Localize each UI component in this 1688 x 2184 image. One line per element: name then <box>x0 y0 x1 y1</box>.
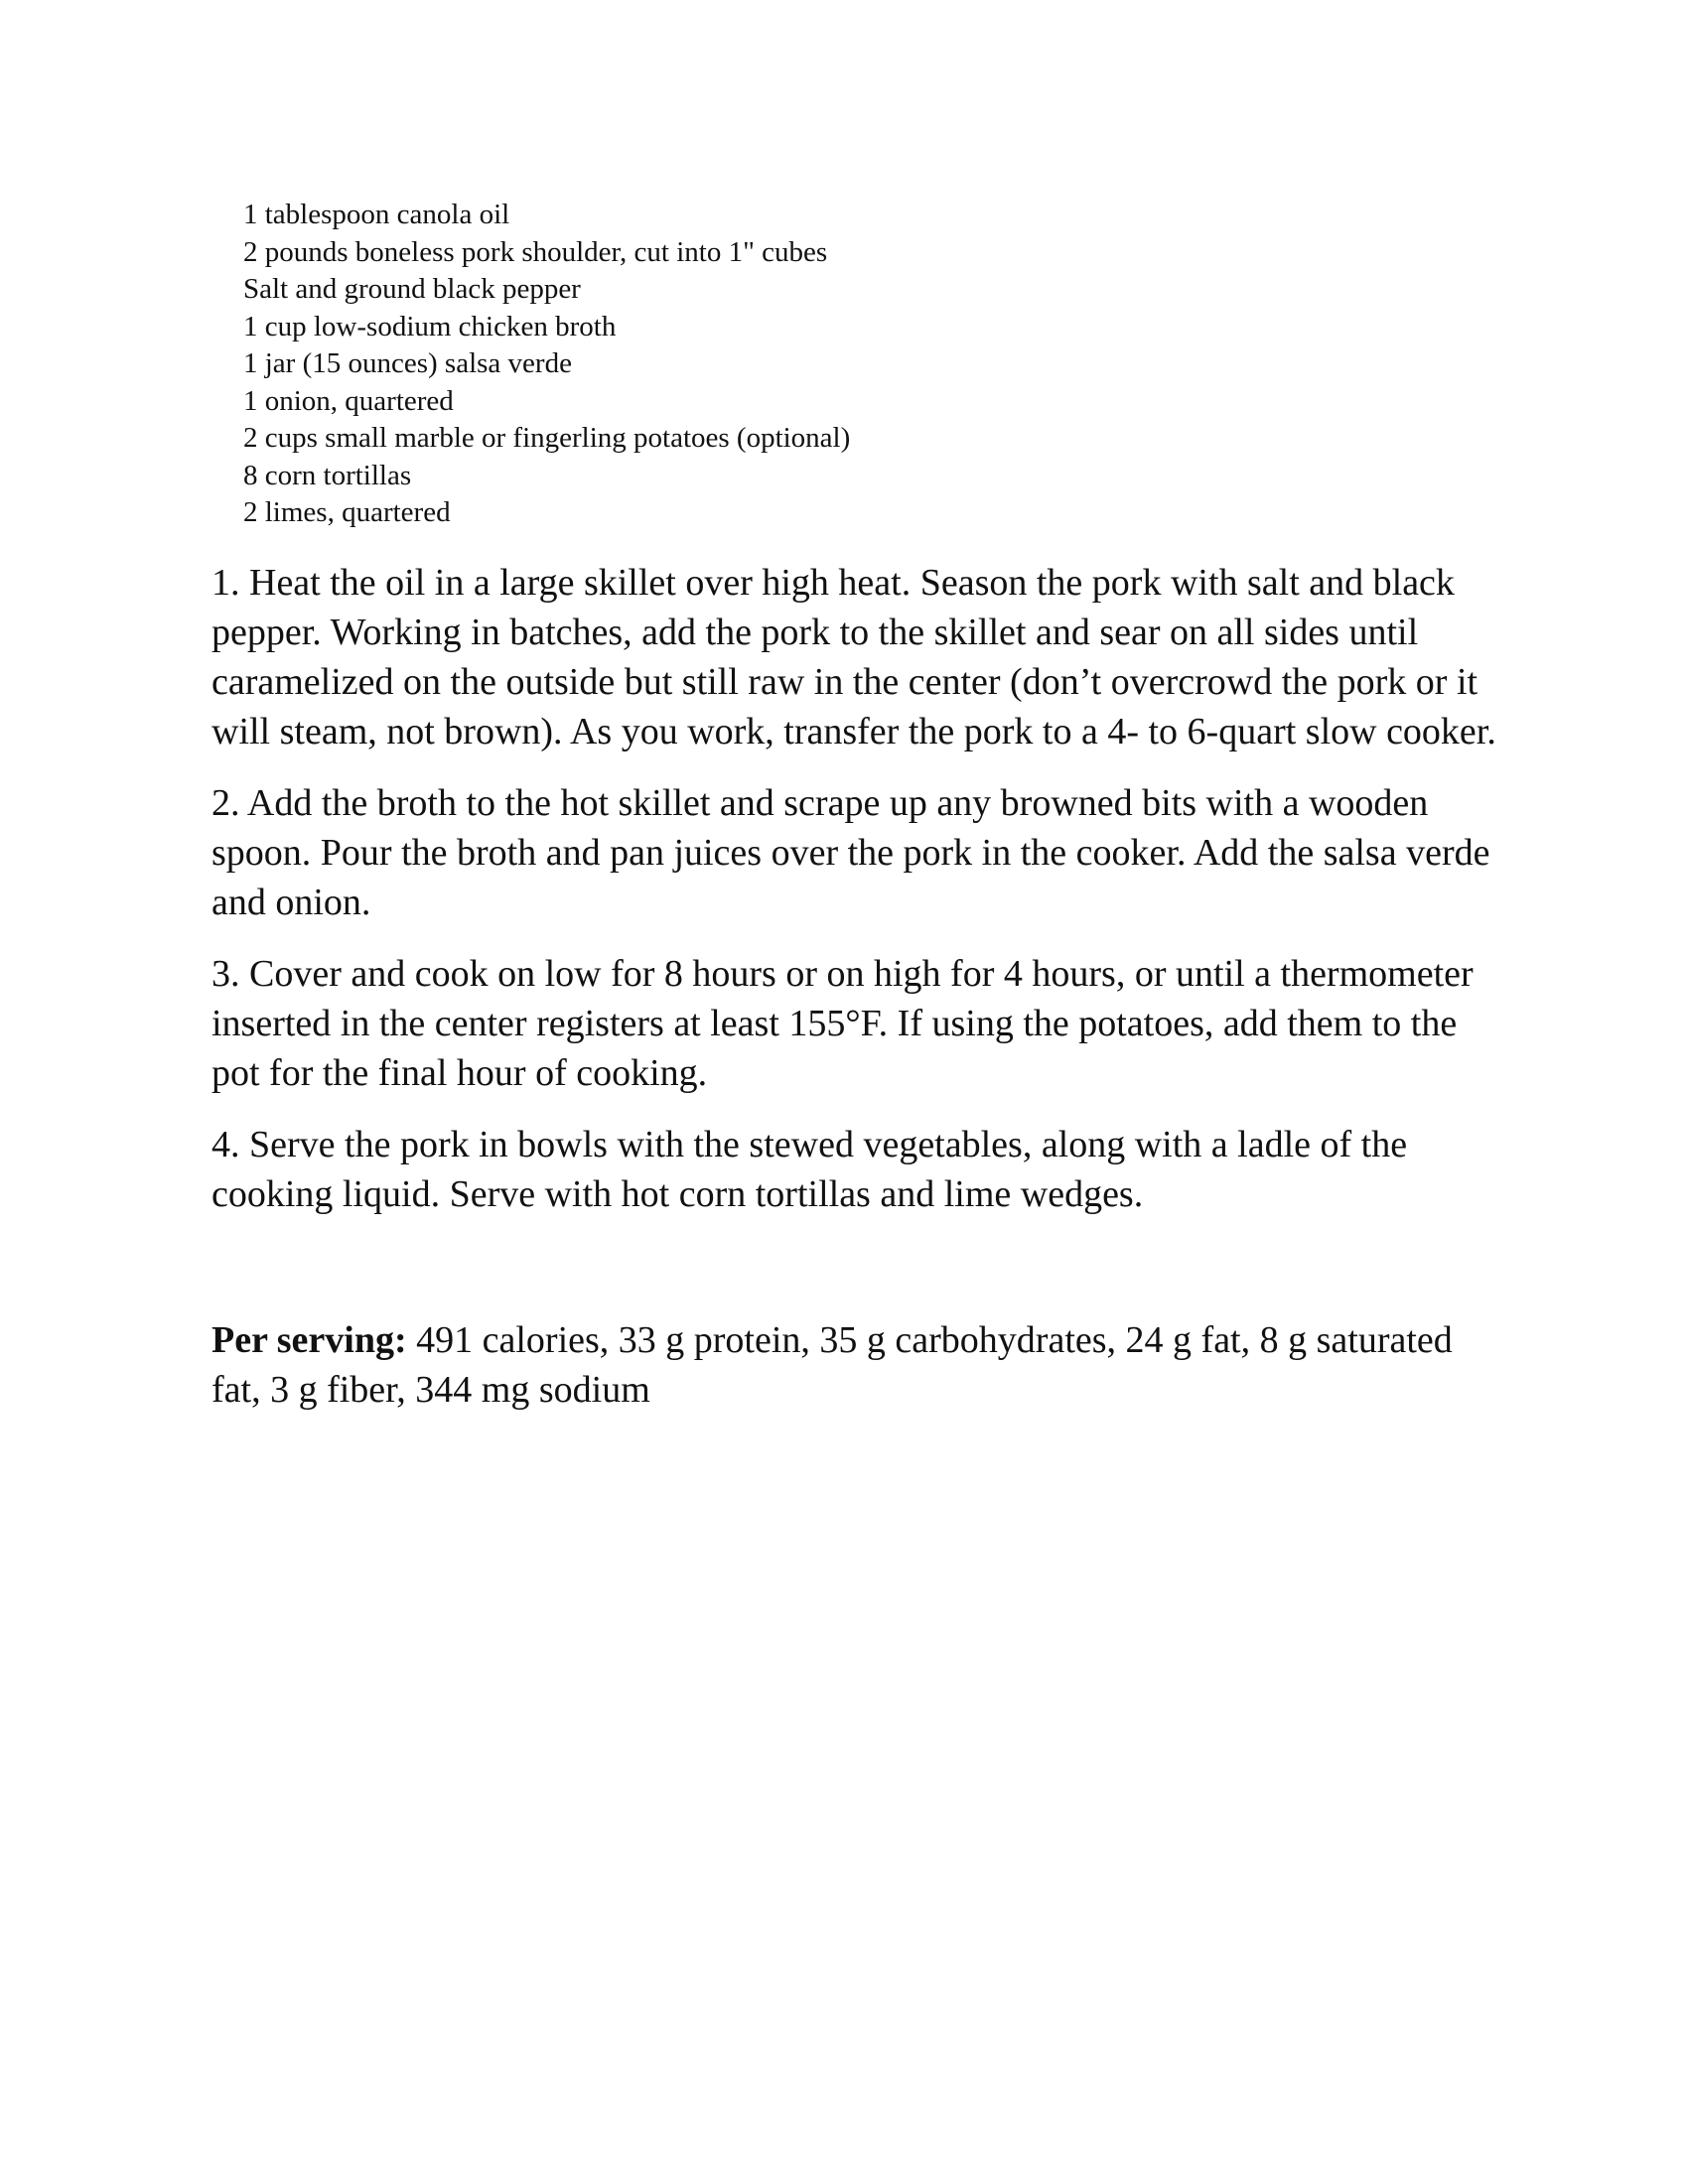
ingredient-item: 2 limes, quartered <box>243 496 451 528</box>
ingredient-item: Salt and ground black pepper <box>243 273 581 305</box>
ingredient-item: 1 cup low-sodium chicken broth <box>243 310 617 342</box>
nutrition-info <box>211 1315 1502 1415</box>
instruction-step: 3. Cover and cook on low for 8 hours or on high for 4 hours, or until a thermometer inserted in the center registers at least 155°F. If using the potatoes, add them to the pot for the final hour of cooking. <box>211 953 1474 1094</box>
instruction-step: 2. Add the broth to the hot skillet and scrape up any browned bits with a wooden spoon. Pour the broth and pan juices over the pork in the cooker. Add the salsa verde and onion. <box>211 782 1490 923</box>
instruction-steps <box>211 558 1502 1241</box>
ingredient-item: 1 tablespoon canola oil <box>243 199 510 230</box>
ingredient-list <box>243 197 1435 532</box>
ingredient-item: 2 pounds boneless pork shoulder, cut into 1" cubes <box>243 235 828 268</box>
instruction-step: 1. Heat the oil in a large skillet over high heat. Season the pork with salt and black pepper. Working in batches, add the pork to the skillet and sear on all sides until caramelized on the outside but still raw in the center (don’t overcrowd the pork or it will steam, not brown). As you work, transfer the pork to a 4- to 6-quart slow cooker. <box>211 562 1496 752</box>
ingredient-item: 1 onion, quartered <box>243 384 454 417</box>
ingredient-item: 1 jar (15 ounces) salsa verde <box>243 347 572 379</box>
nutrition-text: 491 calories, 33 g protein, 35 g carbohydrates, 24 g fat, 8 g saturated fat, 3 g fiber, 344 mg sodium <box>211 1319 1453 1411</box>
instruction-step: 4. Serve the pork in bowls with the stewed vegetables, along with a ladle of the cooking liquid. Serve with hot corn tortillas and lime wedges. <box>211 1124 1408 1215</box>
ingredient-item: 8 corn tortillas <box>243 459 412 491</box>
nutrition-label: Per serving: <box>211 1319 407 1361</box>
ingredient-item: 2 cups small marble or fingerling potatoes (optional) <box>243 422 851 454</box>
